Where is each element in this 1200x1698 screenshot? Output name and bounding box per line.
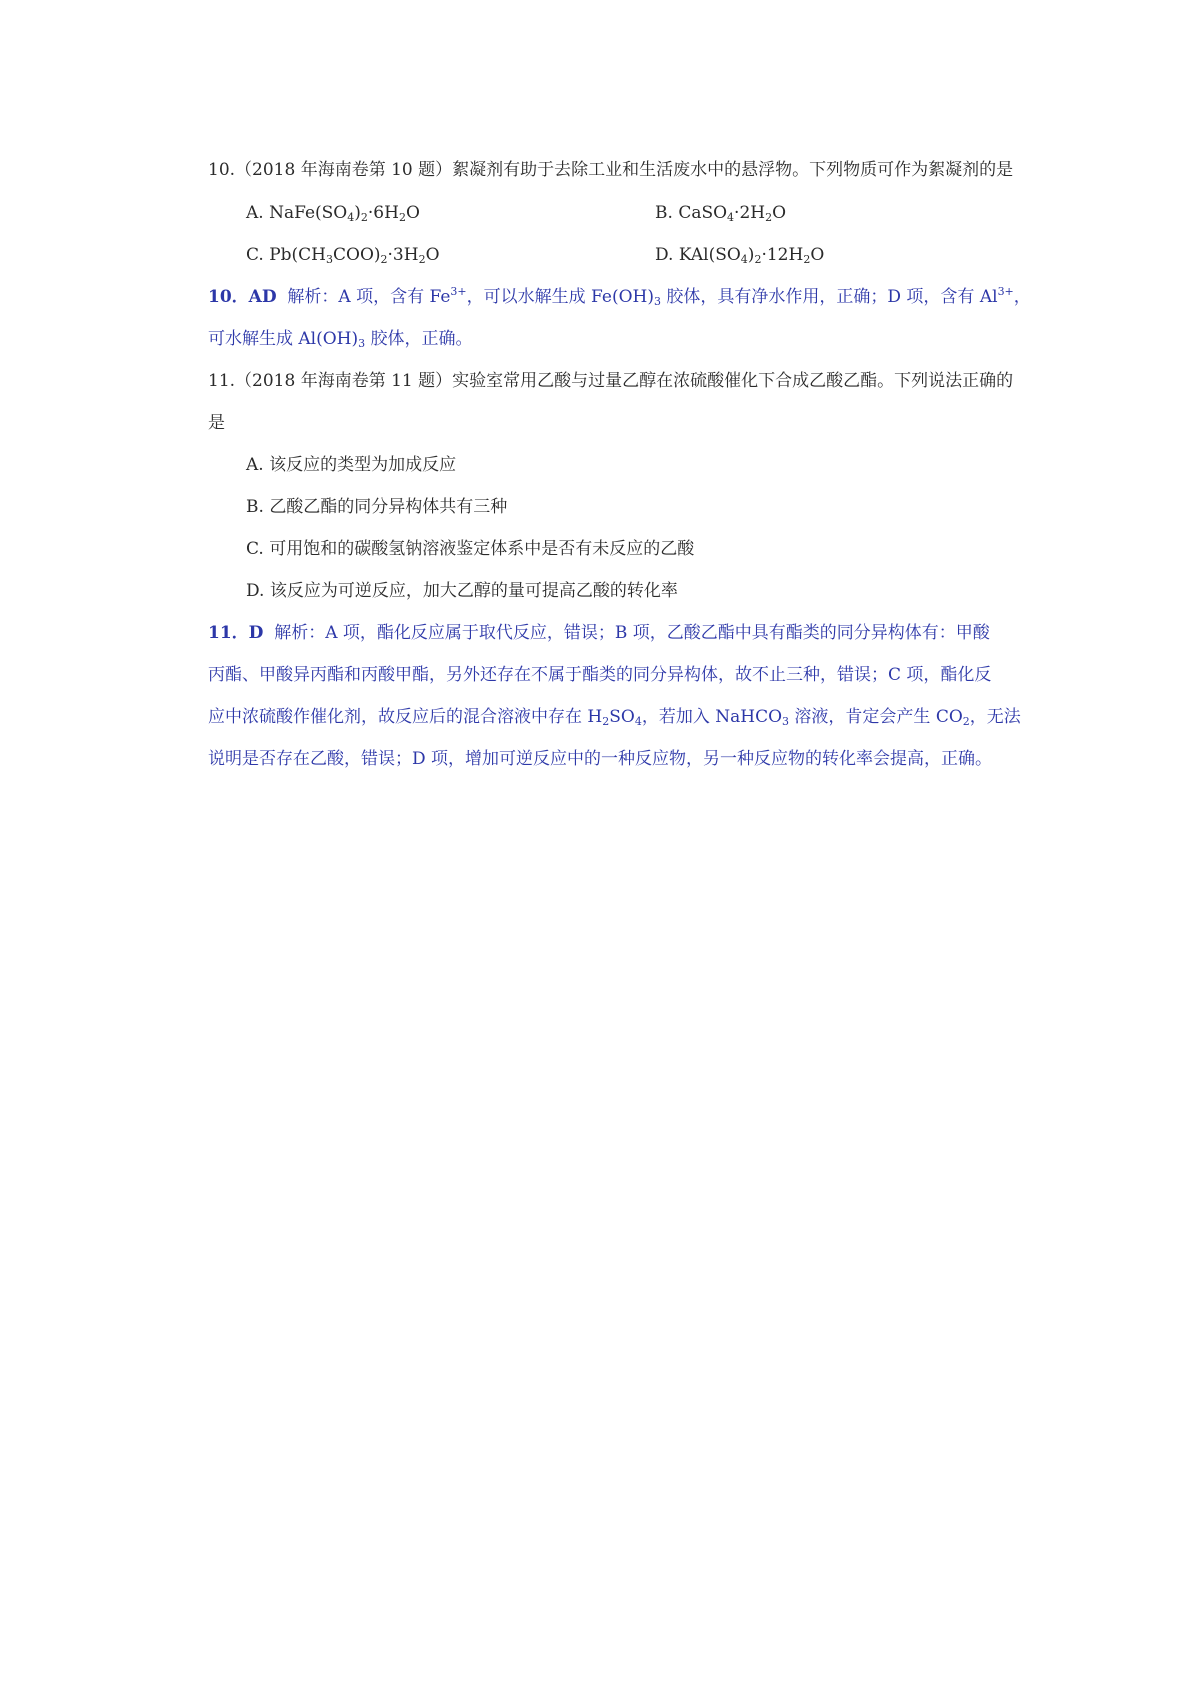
q11-answer-line-3: 应中浓硫酸作催化剂，故反应后的混合溶液中存在 $H_2SO_4$，若加入 NaHCO$_3$ 溶液，肯定会产生 $CO_2$，无法 (208, 707, 1021, 728)
q10-stem-text: 絮凝剂有助于去除工业和生活废水中的悬浮物。下列物质可作为絮凝剂的是 (452, 160, 1014, 180)
q10-answer-line-2: 可水解生成 $Al(OH)_3$ 胶体，正确。 (208, 329, 473, 350)
q11-stem-continued: 是 (208, 413, 225, 433)
q11-answer-line-1: 11．D 解析：A 项，酯化反应属于取代反应，错误；B 项，乙酸乙酯中具有酯类的同分异构体有：甲酸 (208, 623, 990, 643)
q10-answer-line-1: 10．AD 解析：A 项，含有 $Fe^{3+}$，可以水解生成 $Fe(OH)_3$ 胶体，具有净水作用，正确；D 项，含有 $Al^{3+}$， (208, 285, 1031, 308)
q10-source: （2018 年海南卷第 10 题） (235, 160, 453, 180)
q11-option-a: A. 该反应的类型为加成反应 (246, 455, 457, 475)
q10-answer-key: 10．AD (208, 287, 277, 307)
q11-number: 11. (208, 371, 236, 391)
q10-number: 10. (208, 160, 236, 180)
q10-stem (208, 158, 1013, 182)
q10-option-b: B. $CaSO_4\cdot 2H_2O$ (655, 203, 787, 224)
q11-stem: 11.（2018 年海南卷第 11 题）实验室常用乙酸与过量乙醇在浓硫酸催化下合成乙酸乙酯。下列说法正确的 (208, 371, 1014, 391)
q11-option-d: D. 该反应为可逆反应，加大乙醇的量可提高乙酸的转化率 (246, 581, 678, 601)
q11-source: （2018 年海南卷第 11 题） (235, 371, 453, 391)
q11-option-c: C. 可用饱和的碳酸氢钠溶液鉴定体系中是否有未反应的乙酸 (246, 539, 695, 559)
q11-option-b: B. 乙酸乙酯的同分异构体共有三种 (246, 497, 508, 517)
q10-option-a: A. $NaFe(SO_4)_2\cdot 6H_2O$ (246, 203, 420, 224)
q11-answer-line-4: 说明是否存在乙酸，错误；D 项，增加可逆反应中的一种反应物，另一种反应物的转化率会提高，正确。 (208, 749, 993, 769)
q10-option-d: D. $KAl(SO_4)_2\cdot 12H_2O$ (655, 245, 825, 266)
q11-answer-line-2: 丙酯、甲酸异丙酯和丙酸甲酯，另外还存在不属于酯类的同分异构体，故不止三种，错误；C 项，酯化反 (208, 665, 992, 685)
q11-answer-key: 11．D (208, 623, 264, 643)
q10-option-c: C. $Pb(CH_3COO)_2\cdot 3H_2O$ (246, 245, 440, 266)
